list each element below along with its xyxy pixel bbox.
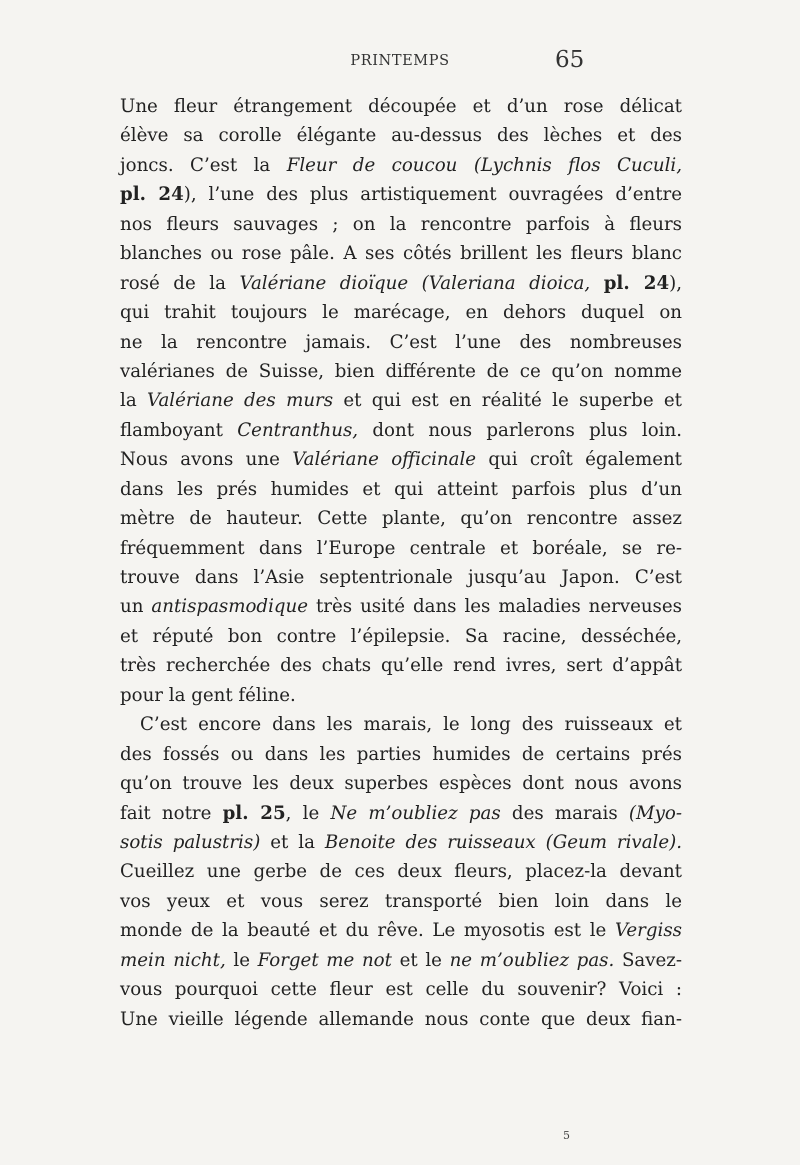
text-line [120,799,682,828]
body-text [120,92,682,1034]
text-line [120,121,682,150]
text-line [120,740,682,769]
text-segment: Valériane dioïque (Valeriana dioica, [239,272,591,294]
text-segment: Nous avons une [120,449,293,471]
text-segment: et réputé bon contre l’épilepsie. Sa racine, desséchée, [120,625,682,647]
text-segment: pl. 24 [603,272,670,294]
text-line [120,210,682,239]
text-segment: pl. 24 [120,184,184,206]
text-segment: le [225,949,258,971]
text-line [120,180,682,209]
text-segment: la [120,390,147,412]
text-line [120,681,682,710]
text-line [120,416,682,445]
text-segment: Fleur de coucou [286,154,458,176]
text-segment: valérianes de Suisse, bien différente de ce qu’on nomme [120,360,682,382]
text-segment [590,273,604,294]
text-segment: rosé de la [120,272,240,294]
text-segment: Vergiss [614,920,682,942]
text-segment: pl. 25 [222,802,286,824]
text-line [120,504,682,533]
text-segment: Forget me not [257,949,392,971]
text-line [120,445,682,474]
text-segment: Centranthus, [237,419,359,441]
text-segment: Savez- [614,949,683,971]
text-segment: fréquemment dans l’Europe centrale et boréale, se re- [120,537,682,559]
text-segment: vos yeux et vous serez transporté bien loin dans le [120,890,682,912]
text-line [120,151,682,180]
text-segment: pour la gent féline. [120,684,296,706]
text-segment: ), l’une des plus artistiquement ouvragées d’entre [183,184,682,206]
text-line [120,298,682,327]
text-line [120,975,682,1004]
text-segment: flamboyant [120,419,238,441]
text-segment: ne m’oubliez pas. [449,949,615,971]
text-segment: qui croît également [476,449,682,471]
text-segment: très usité dans les maladies nerveuses [308,596,682,618]
text-segment: nos fleurs sauvages ; on la rencontre parfois à fleurs [120,213,682,235]
text-segment: des fossés ou dans les parties humides de certains prés [120,743,682,765]
text-line [120,269,682,298]
text-line [120,710,682,739]
text-line [120,828,682,857]
text-line [120,328,682,357]
text-segment: dont nous parlerons plus loin. [358,419,682,441]
text-line [120,475,682,504]
text-line [120,769,682,798]
text-segment: Benoite des ruisseaux (Geum rivale). [324,831,683,853]
text-line [120,916,682,945]
running-title: PRINTEMPS [350,53,450,69]
text-segment: des marais [500,802,629,824]
text-segment: dans les prés humides et qui atteint parfois plus d’un [120,478,682,500]
text-segment: ), [669,272,682,294]
text-segment: un [120,596,152,618]
text-segment: et qui est en réalité le superbe et [333,390,682,412]
text-segment: monde de la beauté et du rêve. Le myosotis est le [120,920,615,942]
text-segment: blanches ou rose pâle. A ses côtés brillent les fleurs blanc [120,243,682,265]
text-segment: (Lychnis flos Cuculi, [473,154,682,176]
text-segment: trouve dans l’Asie septentrionale jusqu’au Japon. C’est [120,567,682,588]
text-line [120,622,682,651]
page-number: 65 [555,47,585,73]
text-segment: Valériane des murs [146,390,334,412]
text-line [120,386,682,415]
text-segment [457,155,473,176]
text-segment: élève sa corolle élégante au-dessus des lèches et des [120,125,682,147]
text-line [120,946,682,975]
signature-mark: 5 [563,1129,570,1142]
text-segment: Une fleur étrangement découpée et d’un rose délicat [120,96,682,117]
text-segment: ne la rencontre jamais. C’est l’une des nombreuses [120,331,682,353]
text-segment: sotis palustris) [120,831,261,853]
text-line [120,651,682,680]
text-segment: Ne m’oubliez pas [330,802,501,824]
text-line [120,592,682,621]
text-segment: et le [391,949,450,971]
text-segment: Valériane officinale [292,449,477,471]
text-segment: (Myo- [628,802,682,824]
text-line [120,563,682,592]
text-line [120,857,682,886]
text-segment: et la [260,831,325,853]
text-segment: antispasmodique [151,596,309,618]
text-segment: Cueillez une gerbe de ces deux fleurs, placez-la devant [120,861,682,883]
text-line [120,887,682,916]
text-line [120,1005,682,1034]
text-segment: vous pourquoi cette fleur est celle du souvenir? Voici : [120,979,682,1001]
text-segment: fait notre [120,802,223,824]
text-segment: qu’on trouve les deux superbes espèces dont nous avons [120,773,682,795]
text-line [120,92,682,121]
text-line [120,534,682,563]
text-segment: , le [285,802,331,824]
text-segment: mètre de hauteur. Cette plante, qu’on rencontre assez [120,508,682,530]
text-segment: qui trahit toujours le marécage, en dehors duquel on [120,302,682,324]
text-segment: mein nicht, [120,949,226,971]
text-segment: C’est encore dans les marais, le long des ruisseaux et [140,714,682,736]
text-segment: Une vieille légende allemande nous conte que deux fian- [120,1008,682,1030]
text-segment: joncs. C’est la [120,154,287,176]
text-line [120,239,682,268]
text-line [120,357,682,386]
text-segment: très recherchée des chats qu’elle rend ivres, sert d’appât [120,655,682,677]
